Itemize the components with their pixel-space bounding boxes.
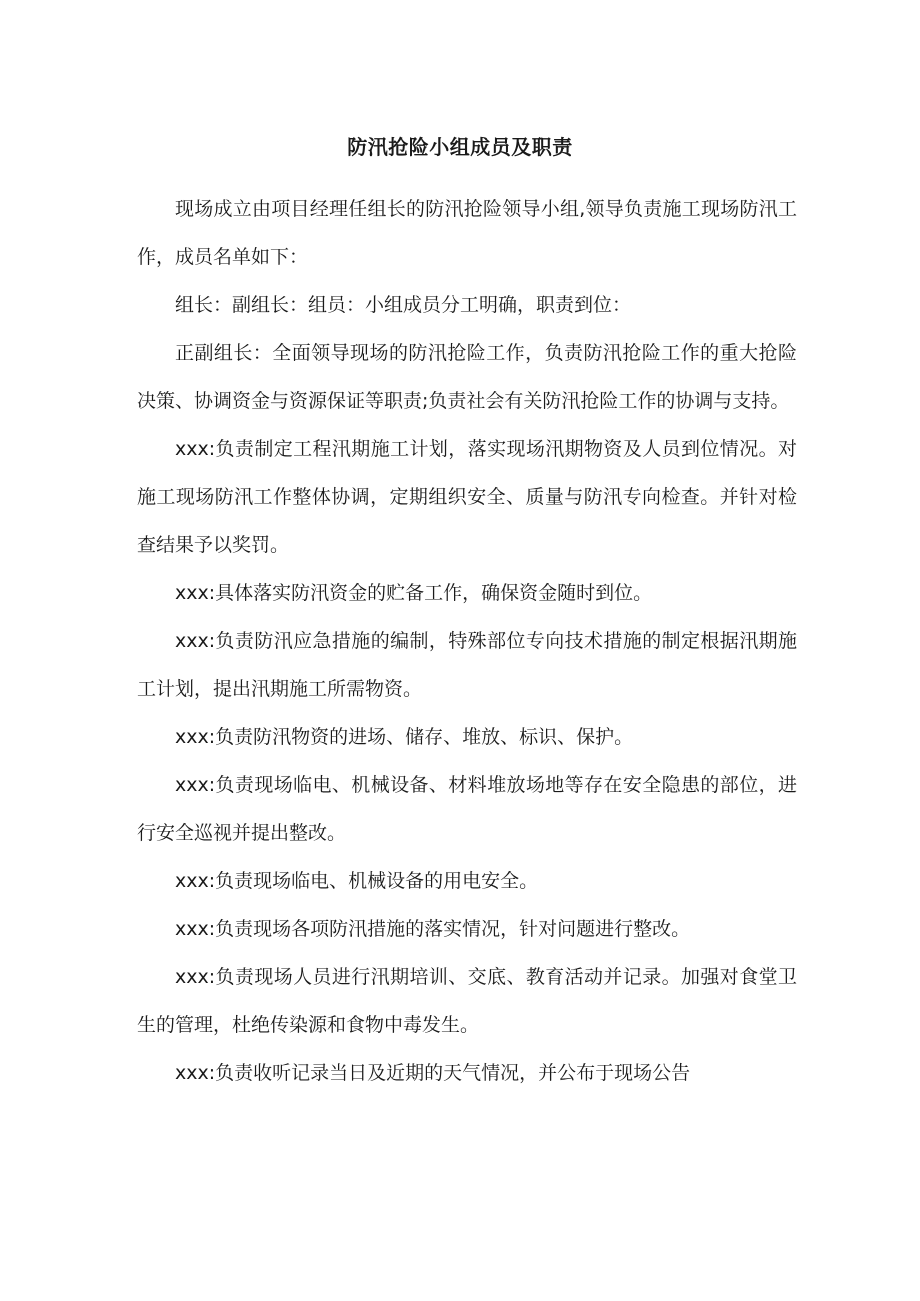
paragraph-duty-measures: xxx:负责防汛应急措施的编制，特殊部位专向技术措施的制定根据汛期施工计划，提出汛期施工所需物资。 — [137, 630, 797, 700]
document-body — [137, 185, 797, 1097]
document-title: 防汛抢险小组成员及职责 — [347, 135, 573, 159]
paragraph-roles: 组长：副组长：组员：小组成员分工明确，职责到位： — [175, 294, 632, 316]
paragraph-leaders: 正副组长：全面领导现场的防汛抢险工作，负责防汛抢险工作的重大抢险决策、协调资金与资源保证等职责;负责社会有关防汛抢险工作的协调与支持。 — [137, 342, 797, 412]
paragraph-duty-inspection: xxx:负责现场临电、机械设备、材料堆放场地等存在安全隐患的部位，进行安全巡视并提出整改。 — [137, 774, 797, 844]
paragraph-duty-materials: xxx:负责防汛物资的进场、储存、堆放、标识、保护。 — [175, 726, 634, 748]
paragraph-duty-electric: xxx:负责现场临电、机械设备的用电安全。 — [175, 870, 539, 892]
paragraph-duty-implementation: xxx:负责现场各项防汛措施的落实情况，针对问题进行整改。 — [175, 918, 691, 940]
paragraph-duty-funds: xxx:具体落实防汛资金的贮备工作，确保资金随时到位。 — [175, 582, 653, 604]
paragraph-duty-plan: xxx:负责制定工程汛期施工计划，落实现场汛期物资及人员到位情况。对施工现场防汛工作整体协调，定期组织安全、质量与防汛专向检查。并针对检查结果予以奖罚。 — [137, 438, 797, 556]
paragraph-intro: 现场成立由项目经理任组长的防汛抢险领导小组,领导负责施工现场防汛工作，成员名单如下： — [137, 198, 797, 268]
paragraph-duty-training: xxx:负责现场人员进行汛期培训、交底、教育活动并记录。加强对食堂卫生的管理，杜绝传染源和食物中毒发生。 — [137, 966, 797, 1036]
paragraph-duty-weather: xxx:负责收听记录当日及近期的天气情况，并公布于现场公告 — [175, 1062, 691, 1084]
